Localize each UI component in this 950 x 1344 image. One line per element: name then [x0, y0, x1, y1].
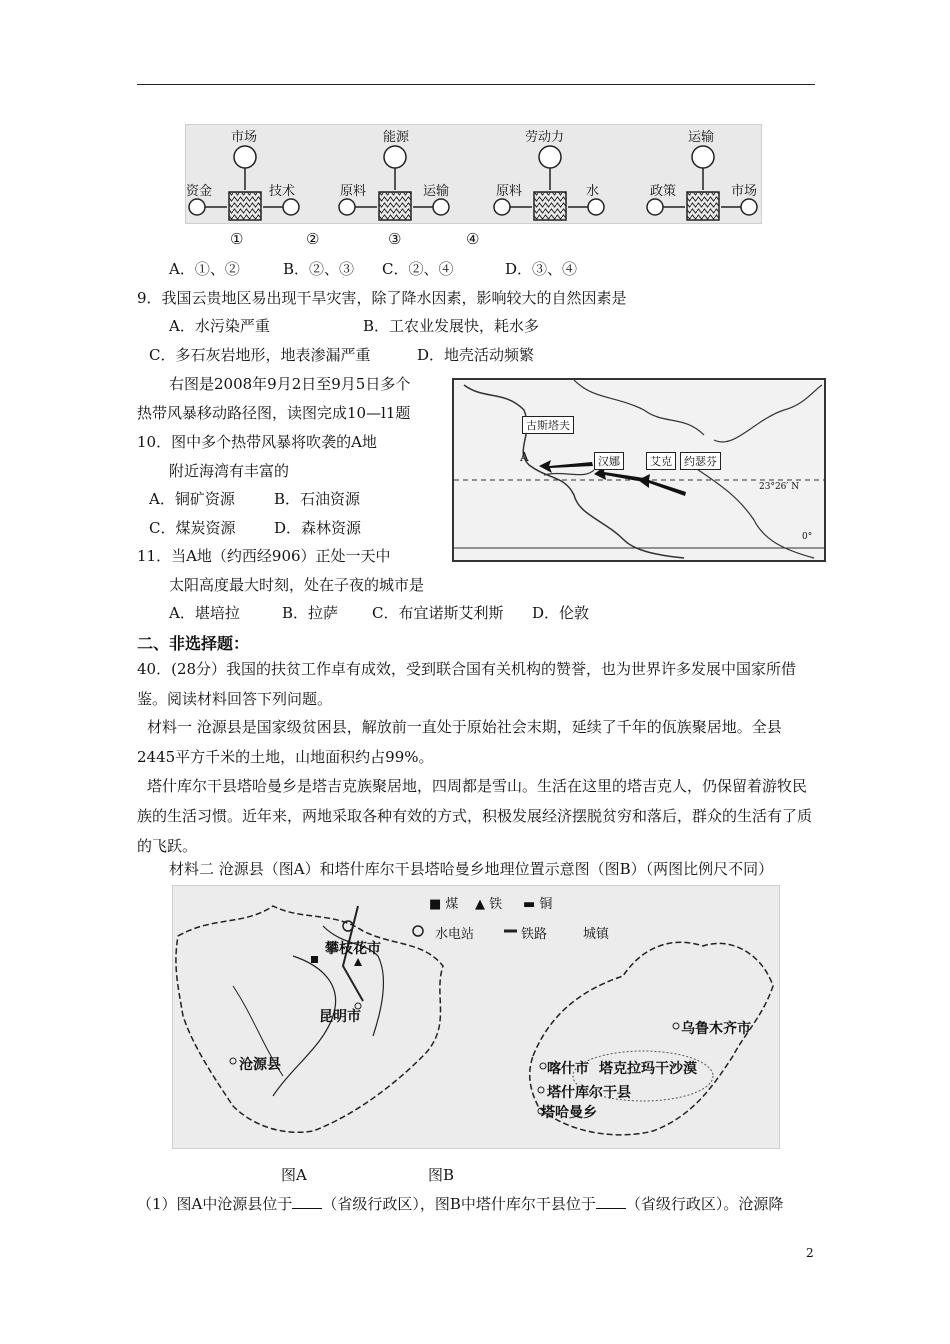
panel4-right-label: 市场 [731, 184, 758, 199]
numeral-3: ③ [388, 230, 402, 248]
panel2-right-label: 运输 [423, 184, 450, 199]
region-map-figure [172, 885, 780, 1149]
place-urumqi: 乌鲁木齐市 [681, 1021, 751, 1037]
q11-stem-2: 太阳高度最大时刻，处在子夜的城市是 [169, 576, 425, 594]
panel3-left-label: 原料 [496, 184, 523, 199]
place-taklamakan: 塔克拉玛干沙漠 [599, 1061, 697, 1077]
q10-option-c: C．煤炭资源 [149, 519, 236, 537]
place-kashgar: 喀什市 [547, 1061, 589, 1077]
label-josephine: 约瑟芬 [680, 452, 721, 470]
equator-label: 0° [802, 532, 813, 542]
panel3-right-label: 水 [586, 184, 600, 199]
label-ike: 艾克 [646, 452, 676, 470]
q10-option-a: A．铜矿资源 [149, 490, 235, 508]
q40-part1-text-b: （省级行政区），图B中塔什库尔干县位于 [322, 1195, 596, 1213]
panel4-top-label: 运输 [688, 130, 715, 145]
page-number: 2 [806, 1246, 814, 1260]
point-a-label: A [520, 450, 529, 464]
label-gustav: 古斯塔夫 [522, 416, 574, 434]
q40-part1-text-c: （省级行政区）。沧源降 [625, 1195, 784, 1213]
numeral-2: ② [306, 230, 320, 248]
section-2-title: 二、非选择题： [137, 634, 250, 653]
numeral-1: ① [230, 230, 244, 248]
q40-stem: 40．(28分）我国的扶贫工作卓有成效，受到联合国有关机构的赞誉，也为世界许多发展中国家所借鉴。阅读材料回答下列问题。 [137, 660, 797, 708]
q10-stem-2: 附近海湾有丰富的 [169, 462, 290, 480]
region-map-drawing [173, 886, 779, 1148]
q9-option-d: D．地壳活动频繁 [417, 346, 535, 364]
q10-option-b: B．石油资源 [274, 490, 361, 508]
intro-line-1: 右图是2008年9月2日至9月5日多个 [169, 375, 411, 393]
panel3-top-label: 劳动力 [525, 130, 565, 145]
q11-stem-1: 11．当A地（约西经906）正处一天中 [137, 547, 391, 565]
q40-part1-text-a: （1）图A中沧源县位于 [137, 1195, 293, 1213]
factor-diagram-shapes [185, 124, 760, 222]
q9-option-a: A．水污染严重 [169, 317, 270, 335]
q11-option-b: B．拉萨 [282, 604, 339, 622]
intro-line-2: 热带风暴移动路径图，读图完成10—l1题 [137, 404, 411, 422]
q9-option-c: C．多石灰岩地形，地表渗漏严重 [149, 346, 371, 364]
material-1b: 塔什库尔干县塔哈曼乡是塔吉克族聚居地，四周都是雪山。生活在这里的塔吉克人，仍保留着游牧民族的生活习惯。近年来，两地采取各种有效的方式，积极发展经济摆脱贫穷和落后，群众的生活有了质的飞跃。 [137, 777, 813, 855]
legend-copper: ▬ 铜 [523, 897, 553, 912]
panel1-top-label: 市场 [231, 130, 258, 145]
q8-option-b: B．②、③ [283, 260, 355, 278]
caption-figure-a: 图A [281, 1166, 307, 1184]
legend-railway: 铁路 [521, 927, 548, 942]
numeral-4: ④ [466, 230, 480, 248]
place-tahaman: 塔哈曼乡 [541, 1105, 597, 1121]
q9-stem: 9．我国云贵地区易出现干旱灾害，除了降水因素，影响较大的自然因素是 [137, 289, 627, 307]
answer-blank-2[interactable] [596, 1196, 626, 1209]
q40-part1 [137, 1193, 783, 1214]
legend-coal: ■ 煤 [429, 897, 459, 912]
tropic-label: 23°26′ N [759, 482, 800, 492]
material-1: 材料一 沧源县是国家级贫困县，解放前一直处于原始社会末期，延续了千年的佤族聚居地。全县2445平方千米的土地，山地面积约占99%。 [137, 718, 782, 766]
header-rule [137, 84, 815, 85]
q11-option-c: C．布宜诺斯艾利斯 [372, 604, 504, 622]
legend-hydropower: 水电站 [435, 927, 475, 942]
panel2-top-label: 能源 [383, 130, 410, 145]
q8-option-a: A．①、② [169, 260, 240, 278]
q11-option-a: A．堪培拉 [169, 604, 240, 622]
label-hanna: 汉娜 [594, 452, 624, 470]
place-panzhihua: 攀枝花市 [325, 941, 381, 957]
q8-option-c: C．②、④ [382, 260, 454, 278]
legend-town: 城镇 [583, 927, 610, 942]
q8-option-d: D．③、④ [505, 260, 578, 278]
panel1-left-label: 资金 [186, 184, 213, 199]
material-2: 材料二 沧源县（图A）和塔什库尔干县塔哈曼乡地理位置示意图（图B）（两图比例尺不同） [169, 860, 774, 878]
answer-blank-1[interactable] [292, 1196, 322, 1209]
storm-map-drawing [454, 380, 824, 560]
caption-figure-b: 图B [428, 1166, 455, 1184]
q11-option-d: D．伦敦 [532, 604, 590, 622]
place-kunming: 昆明市 [319, 1009, 361, 1025]
panel4-left-label: 政策 [650, 184, 677, 199]
panel2-left-label: 原料 [340, 184, 367, 199]
storm-track-map [452, 378, 826, 562]
q9-option-b: B．工农业发展快，耗水多 [363, 317, 540, 335]
q10-option-d: D．森林资源 [274, 519, 362, 537]
q10-stem-1: 10．图中多个热带风暴将吹袭的A地 [137, 433, 377, 451]
panel1-right-label: 技术 [269, 184, 296, 199]
place-cangyuan: 沧源县 [239, 1057, 281, 1073]
legend-iron: ▲ 铁 [475, 897, 503, 912]
place-tashkurgan: 塔什库尔干县 [547, 1085, 631, 1101]
